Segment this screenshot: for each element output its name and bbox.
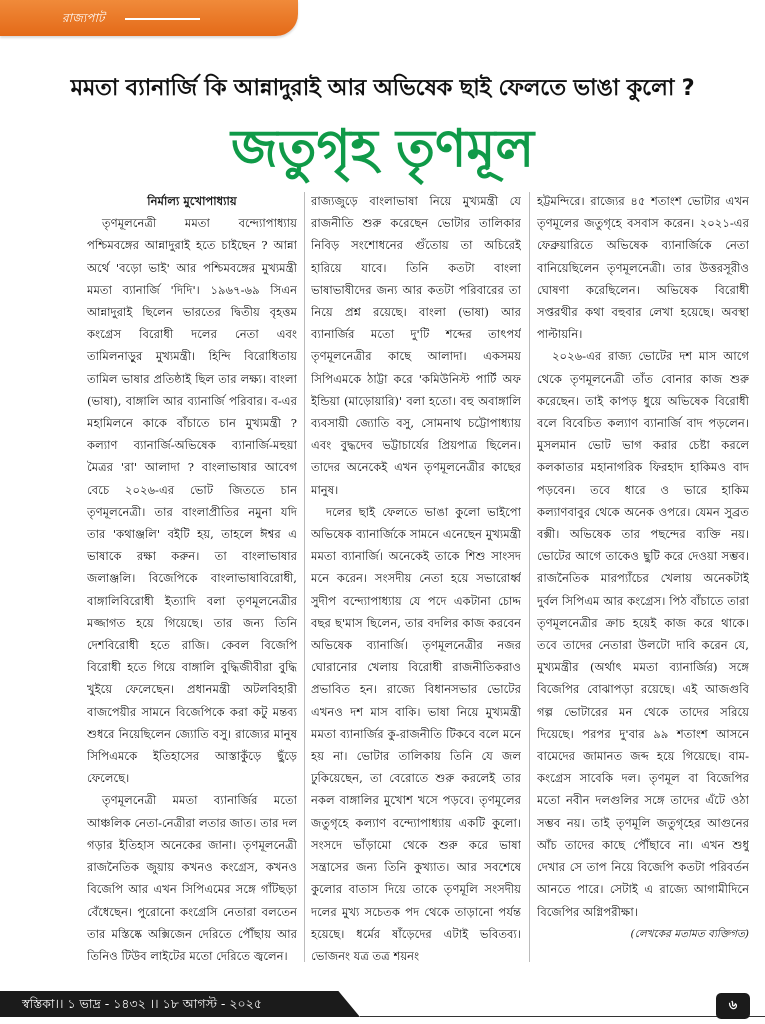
section-rule [125,18,200,20]
paragraph: ২০২৬-এর রাজ্য ভোটের দশ মাস আগে থেকে তৃণমূলনেত্রী তাঁত বোনার কাজ শুরু করেছেন। তাই কাপড় ধুয়ে অভিষেক বিরোধী বলে বিবেচিত কল্যাণ ব্যানার্জি বাদ পড়লেন। মুসলমান ভোট ভাগ করার চেষ্টা করলে কলকাতার মহানাগরিক ফিরহাদ হাকিমও বাদ পড়বেন। তবে ধারে ও ভারে হাকিম কল্যাণবাবুর থেকে অনেক ওপরে। যেমন সুব্রত বক্সী। অভিষেক তার পছন্দের ব্যক্তি নয়। ভোটের আগে তাকেও ছুটি করে দেওয়া সম্ভব। রাজনৈতিক মারপ্যাঁচের খেলায় অনেকটাই দুর্বল সিপিএম আর কংগ্রেস। পিঠ বাঁচাতে তারা তৃণমূলনেত্রীর ক্রাচ হয়েই কাজ করে থাকে। তবে তাদের নেতারা উলটো দাবি করেন যে, মুখ্যমন্ত্রীর (অর্থাৎ মমতা ব্যানার্জির) সঙ্গে বিজেপির বোঝাপড়া রয়েছে। এই আজগুবি গল্প ভোটারের মন থেকে তাদের সরিয়ে দিয়েছে। পরপর দু'বার ৯৯ শতাংশ আসনে বামেদের জামানত জব্দ হয়ে গিয়েছে। বাম-কংগ্রেস সাবেকি দল। তৃণমূল বা বিজেপির মতো নবীন দলগুলির সঙ্গে তাদের এঁটে ওঠা সম্ভব নয়। তাই তৃণমূলি জতুগৃহের আগুনের আঁচ তাদের কাছে পৌঁছাবে না। এখন শুধু দেখার সে তাপ নিয়ে বিজেপি কতটা পরিবর্তন আনতে পারে। সেটাই এ রাজ্যে আগামীদিনে বিজেপির অগ্নিপরীক্ষা। [537,349,749,919]
byline: নির্মাল্য মুখোপাধ্যায় [147,194,237,208]
section-tab [0,0,298,36]
column-divider [304,192,305,962]
article-column-1 [87,190,297,970]
footer-issue: স্বস্তিকা।। ১ ভাদ্র - ১৪৩২ ।। ১৮ আগস্ট - ২০২৫ [22,996,262,1011]
disclaimer: (লেখকের মতামত ব্যক্তিগত) [630,927,749,940]
paragraph: তৃণমূলনেত্রী মমতা বন্দ্যোপাধ্যায় পশ্চিমবঙ্গের আন্নাদুরাই হতে চাইছেন ? আন্না অর্থে 'বড়ো ভাই' আর পশ্চিমবঙ্গের মুখ্যমন্ত্রী মমতা ব্যানার্জি 'দিদি'। ১৯৬৭-৬৯ সিএন আন্নাদুরাই ছিলেন ভারতের দ্বিতীয় বৃহত্তম কংগ্রেস বিরোধী দলের নেতা এবং তামিলনাড়ুর মুখ্যমন্ত্রী। হিন্দি বিরোধিতায় তামিল ভাষার প্রতিষ্ঠাই ছিল তার লক্ষ্য। বাংলা (ভাষা), বাঙ্গালি আর ব্যানার্জি পরিবার। ব-এর মহামিলনে কাকে বাঁচাতে চান মুখ্যমন্ত্রী ? কল্যাণ ব্যানার্জি-অভিষেক ব্যানার্জি-মহুয়া মৈত্রর 'রা' আলাদা ? বাংলাভাষার আবেগ বেচে ২০২৬-এর ভোট জিততে চান তৃণমূলনেত্রী। তার বাংলাপ্রীতির নমুনা যদি তার 'কথাঞ্জলি' বইটি হয়, তাহলে ঈশ্বর এ ভাষাকে রক্ষা করুন। তা বাংলাভাষার জলাঞ্জলি। বিজেপিকে বাংলাভাষাবিরোধী, বাঙ্গালিবিরোধী ইত্যাদি বলা তৃণমূলনেত্রীর মজ্জাগত হয়ে গিয়েছে। তার জন্য তিনি দেশবিরোধী হতে রাজি। কেবল বিজেপি বিরোধী হতে গিয়ে বাঙ্গালি বুদ্ধিজীবীরা বুদ্ধি খুইয়ে ফেলেছেন। প্রধানমন্ত্রী অটলবিহারী বাজপেয়ীর সামনে বিজেপিকে করা কটু মন্তব্য শুধরে নিয়েছিলেন জ্যোতি বসু। রাজ্যের মানুষ সিপিএমকে ইতিহাসের আস্তাকুঁড়ে ছুঁড়ে ফেলেছে। [87,216,297,786]
article-column-3 [537,190,749,970]
column-divider [529,192,530,962]
paragraph: দলের ছাই ফেলতে ভাঙা কুলো ভাইপো অভিষেক ব্যানার্জিকে সামনে এনেছেন মুখ্যমন্ত্রী মমতা ব্যানার্জি। অনেকেই তাকে শিশু সাংসদ মনে করেন। সংসদীয় নেতা হয়ে সভারোর্ধ্ব সুদীপ বন্দ্যোপাধ্যায় যে পদে একটানা চোদ্দ বছর ছ'মাস ছিলেন, তার বদলির কাজ করবেন অভিষেক ব্যানার্জি। তৃণমূলনেত্রীর নজর ঘোরানোর খেলায় বিরোধী রাজনীতিকরাও প্রভাবিত হন। রাজ্যে বিধানসভার ভোটের এখনও দশ মাস বাকি। ভাষা নিয়ে মুখ্যমন্ত্রী মমতা ব্যানার্জির কু-রাজনীতি টিকবে বলে মনে হয় না। ভোটার তালিকায় তিনি যে জল ঢুকিয়েছেন, তা বেরোতে শুরু করলেই তার নকল বাঙ্গালির মুখোশ খসে পড়বে। তৃণমূলের জতুগৃহে কল্যাণ বন্দ্যোপাধ্যায় একটি কুলো। সংসদে ভাঁড়ামো থেকে শুরু করে ভাষা সন্ত্রাসের জন্য তিনি কুখ্যাত। আর সবশেষে কুলোর বাতাস দিয়ে তাকে তৃণমূলি সংসদীয় দলের মুখ্য সচেতক পদ থেকে তাড়ানো পর্যন্ত হয়েছে। ধর্মের ষাঁড়েদের এটাই ভবিতব্য। ভোজনং যত্র তত্র শয়নং [311,504,521,963]
main-headline: জতুগৃহ তৃণমূল [230,119,535,179]
paragraph: তৃণমূলনেত্রী মমতা ব্যানার্জির মতো আঞ্চলিক নেতা-নেত্রীরা লতার জাত। তার দল গড়ার ইতিহাস অনেকের জানা। তৃণমূলনেত্রী রাজনৈতিক জুয়ায় কখনও কংগ্রেস, কখনও বিজেপি আর এখন সিপিএমের সঙ্গে গাঁটছড়া বেঁধেছেন। পুরোনো কংগ্রেসি নেতারা বলতেন তার মস্তিষ্কে অক্সিজেন দেরিতে পৌঁছায় আর তিনিও টিউব লাইটের মতো দেরিতে জ্বলেন। [87,793,297,963]
page-number: ৬ [716,993,750,1019]
footer-rule [360,1016,765,1017]
paragraph: হট্টমন্দিরে। রাজ্যের ৪৫ শতাংশ ভোটার এখন তৃণমূলের জতুগৃহে বসবাস করেন। ২০২১-এর ফেব্রুয়ারিতে অভিষেক ব্যানার্জিকে নেতা বানিয়েছিলেন তৃণমূলনেত্রী। তার উত্তরসূরীও ঘোষণা করেছিলেন। অভিষেক বিরোধী সপ্তরথীর কথা বহুবার লেখা হয়েছে। অবস্থা পাল্টায়নি। [537,194,749,342]
kicker-headline: মমতা ব্যানার্জি কি আন্নাদুরাই আর অভিষেক ছাই ফেলতে ভাঙা কুলো ? [70,75,695,101]
article-column-2 [311,190,521,970]
paragraph: রাজ্যজুড়ে বাংলাভাষা নিয়ে মুখ্যমন্ত্রী যে রাজনীতি শুরু করেছেন ভোটার তালিকার নিবিড় সংশোধনের গুঁতোয় তা অচিরেই হারিয়ে যাবে। তিনি কতটা বাংলা ভাষাভাষীদের জন্য আর কতটা পরিবারের তা নিয়ে প্রশ্ন রয়েছে। বাংলা (ভাষা) আর ব্যানার্জির মতো দু'টি শব্দের তাৎপর্য তৃণমূলনেত্রীর কাছে আলাদা। একসময় সিপিএমকে ঠাট্টা করে 'কমিউনিস্ট পার্টি অফ ইন্ডিয়া (মাড়োয়ারি)' বলা হতো। বহু অবাঙ্গালি ব্যবসায়ী জ্যোতি বসু, সোমনাথ চট্টোপাধ্যায় এবং বুদ্ধদেব ভট্টাচার্যের প্রিয়পাত্র ছিলেন। তাদের অনেকেই এখন তৃণমূলনেত্রীর কাছের মানুষ। [311,194,521,497]
section-label: রাজ্যপাট [62,11,105,25]
